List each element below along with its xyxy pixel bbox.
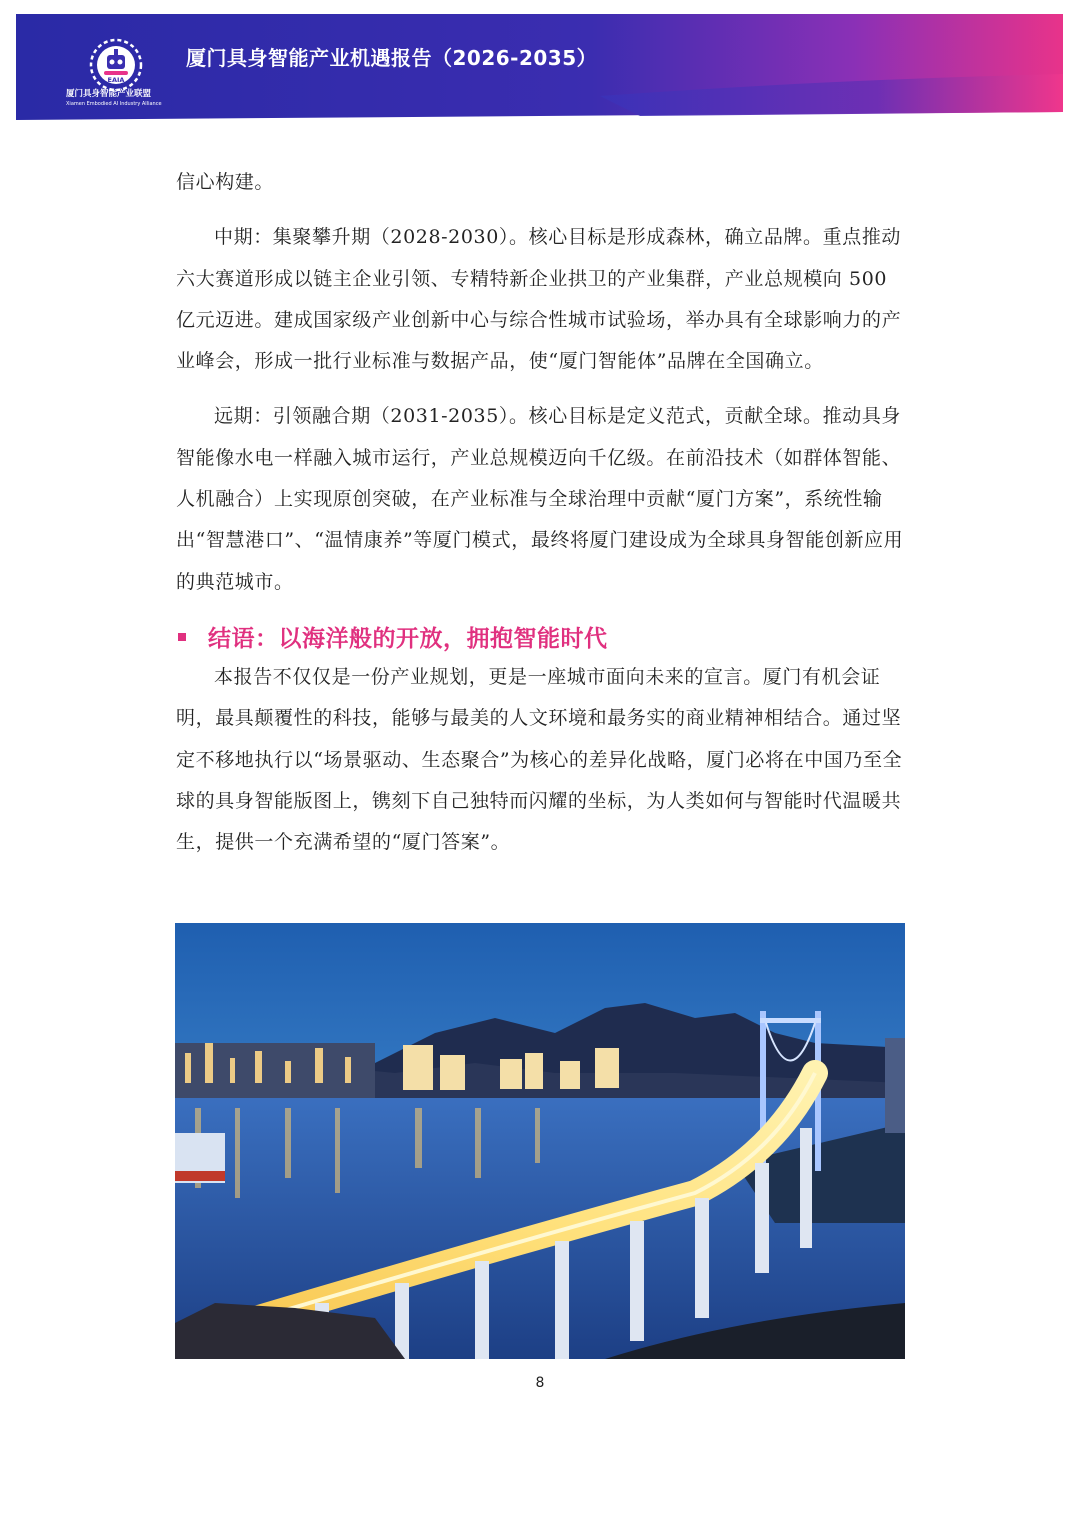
report-title: 厦门具身智能产业机遇报告（2026-2035）: [186, 46, 598, 70]
page-header: [0, 0, 1080, 125]
org-name-en: Xiamen Embodied AI Industry Alliance: [66, 101, 162, 107]
page-number: 8: [535, 1375, 545, 1391]
continuation-paragraph: 信心构建。: [176, 171, 275, 193]
org-name-cn: 厦门具身智能产业联盟: [66, 89, 152, 99]
logo-text: EAIA: [107, 76, 125, 84]
logo-caption: [66, 89, 186, 109]
conclusion-heading-text: 结语：以海洋般的开放，拥抱智能时代: [208, 625, 608, 652]
bridge-night-photo: [175, 923, 905, 1359]
mid-term-paragraph: 中期：集聚攀升期（2028-2030）。核心目标是形成森林，确立品牌。重点推动六大赛道形成以链主企业引领、专精特新企业拱卫的产业集群，产业总规模向 500 亿元迈进。建成国家级产业创新中心与综合性城市试验场，举办具有全球影响力的产业峰会，形成一批行业标准与数据产品，使“厦门智能体”品牌在全国确立。: [176, 226, 902, 373]
square-bullet-icon: [178, 633, 186, 641]
long-term-paragraph: 远期：引领融合期（2031-2035）。核心目标是定义范式，贡献全球。推动具身智能像水电一样融入城市运行，产业总规模迈向千亿级。在前沿技术（如群体智能、人机融合）上实现原创突破，在产业标准与全球治理中贡献“厦门方案”，系统性输出“智慧港口”、“温情康养”等厦门模式，最终将厦门建设成为全球具身智能创新应用的典范城市。: [176, 405, 904, 593]
report-body: [176, 162, 906, 877]
conclusion-heading: [176, 617, 906, 661]
conclusion-paragraph: 本报告不仅仅是一份产业规划，更是一座城市面向未来的宣言。厦门有机会证明，最具颠覆性的科技，能够与最美的人文环境和最务实的商业精神相结合。通过坚定不移地执行以“场景驱动、生态聚合”为核心的差异化战略，厦门必将在中国乃至全球的具身智能版图上，镌刻下自己独特而闪耀的坐标，为人类如何与智能时代温暖共生，提供一个充满希望的“厦门答案”。: [176, 665, 903, 854]
